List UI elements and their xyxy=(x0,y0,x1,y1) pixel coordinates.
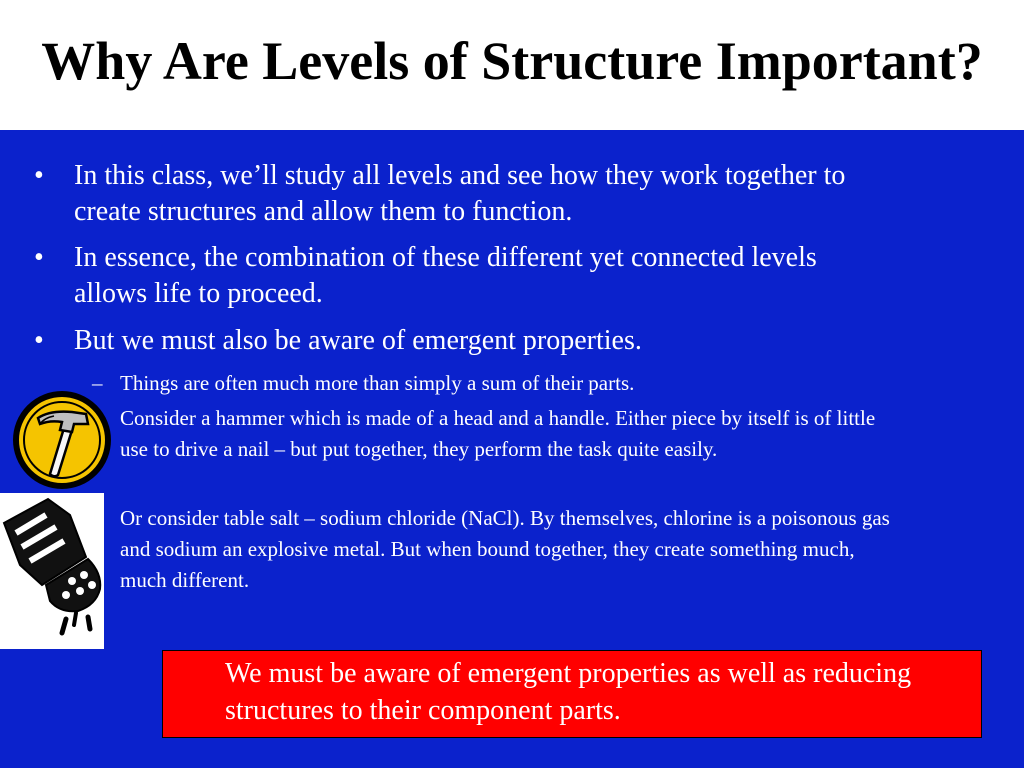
slide-content xyxy=(0,130,1024,768)
hammer-icon xyxy=(10,388,114,492)
sub-bullet-salt: – Or consider table salt – sodium chloride (NaCl). By themselves, chlorine is a poisonous gas and sodium an explosive metal. But when bound together, they create something much, much different. xyxy=(120,503,890,596)
emergent-properties-callout xyxy=(162,650,982,738)
callout-text: We must be aware of emergent properties as well as reducing structures to their component parts. xyxy=(225,658,912,726)
bullet-study-levels: • In this class, we’ll study all levels and see how they work together to create structures and allow them to function. xyxy=(74,158,874,230)
bullet-emergent: • But we must also be aware of emergent properties. xyxy=(74,323,874,359)
sub-bullet-hammer: – Consider a hammer which is made of a head and a handle. Either piece by itself is of little use to drive a nail – but put together, they perform the task quite easily. xyxy=(120,403,890,465)
salt-shaker-icon xyxy=(0,493,104,649)
bullet-combination: • In essence, the combination of these different yet connected levels allows life to proceed. xyxy=(74,240,874,312)
slide-title: Why Are Levels of Structure Important? xyxy=(41,31,983,91)
title-bar xyxy=(0,0,1024,130)
sub-bullet-sum-of-parts: – Things are often much more than simply a sum of their parts. xyxy=(120,368,890,399)
salt-shaker-picture xyxy=(0,493,104,649)
